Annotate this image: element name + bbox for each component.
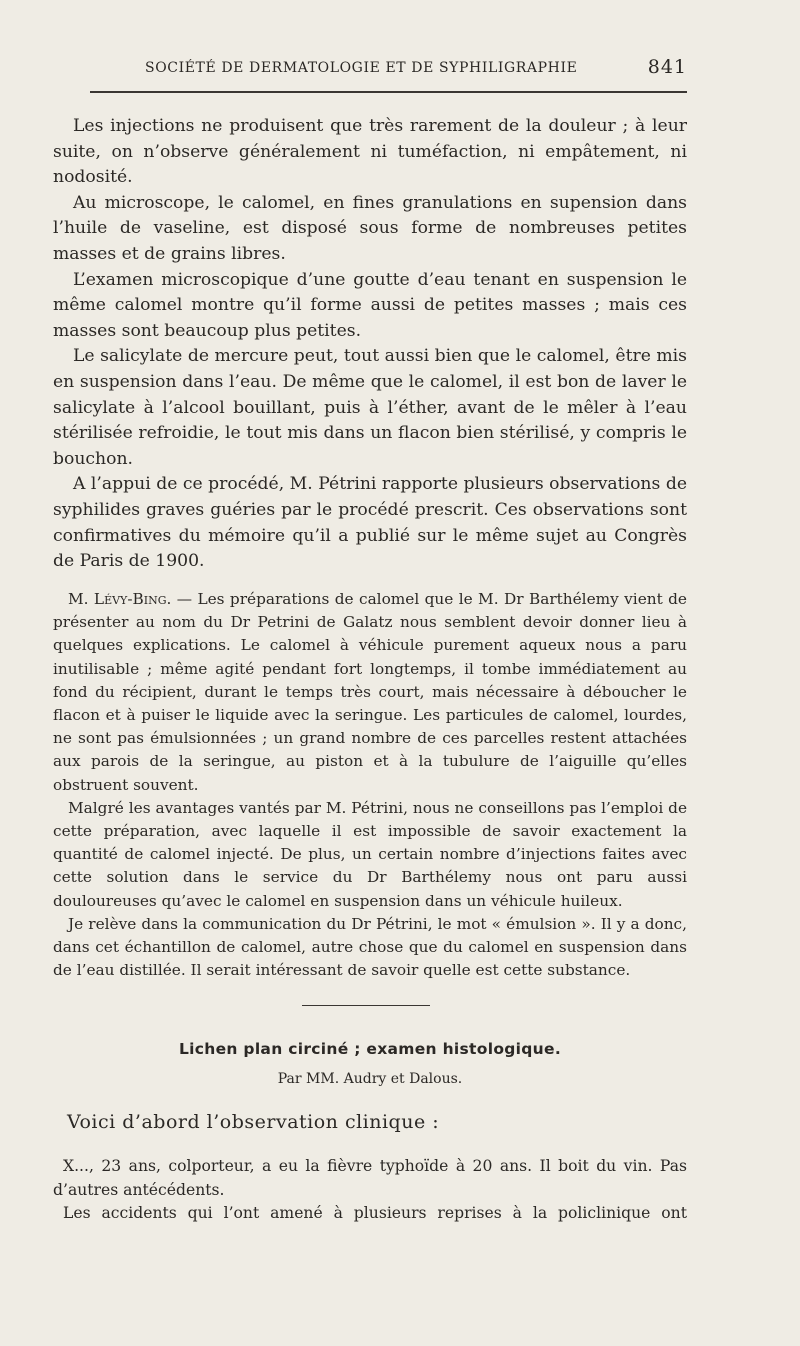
paragraph: Le salicylate de mercure peut, tout aussi bien que le calomel, être mis en suspension dans l’eau. De même que le calomel, il est bon de laver le salicylate à l’alcool bouillant, puis à l’éther, avant de le mêler à l’eau stérilisée refroidie, le tout mis dans un flacon bien stérilisé, y compris le bouchon. xyxy=(53,346,687,469)
running-header xyxy=(53,58,687,80)
communication-text xyxy=(53,114,687,575)
discussion-text xyxy=(53,588,687,982)
header-title: SOCIÉTÉ DE DERMATOLOGIE ET DE SYPHILIGRAPHIE xyxy=(145,60,578,76)
section-authors: Par MM. Audry et Dalous. xyxy=(277,1071,463,1087)
paragraph xyxy=(53,588,687,797)
section-divider xyxy=(302,1005,430,1006)
paragraph: Les accidents qui l’ont amené à plusieurs reprises à la policlinique ont xyxy=(63,1204,687,1222)
paragraph-text: Les préparations de calomel que le M. Dr Barthélemy vient de présenter au nom du Dr Petrini de Galatz nous semblent devoir donner lieu à quelques explications. Le calomel à véhicule purement aqueux nous a paru inutilisable ; même agité pendant fort longtemps, il tombe immédiatement au fond du récipient, durant le temps très court, mais nécessaire à déboucher le flacon et à puiser le liquide avec la seringue. Les particules de calomel, lourdes, ne sont pas émulsionnées ; un grand nombre de ces parcelles restent attachées aux parois de la seringue, au piston et à la tubulure de l’aiguille qu’elles obstruent souvent. xyxy=(53,590,687,794)
paragraph: X..., 23 ans, colporteur, a eu la fièvre typhoïde à 20 ans. Il boit du vin. Pas d’autres antécédents. xyxy=(53,1157,687,1199)
clinical-text xyxy=(53,1155,687,1226)
page-number: 841 xyxy=(647,56,687,78)
section-title: Lichen plan circiné ; examen histologique. xyxy=(178,1040,562,1058)
header-rule xyxy=(90,91,687,93)
paragraph: Je relève dans la communication du Dr Pétrini, le mot « émulsion ». Il y a donc, dans cet échantillon de calomel, autre chose que du calomel en suspension dans de l’eau distillée. Il serait intéressant de savoir quelle est cette substance. xyxy=(53,914,687,980)
paragraph: Malgré les avantages vantés par M. Pétrini, nous ne conseillons pas l’emploi de cette préparation, avec laquelle il est impossible de savoir exactement la quantité de calomel injecté. De plus, un certain nombre d’injections faites avec cette solution dans le service du Dr Barthélemy nous ont paru aussi douloureuses qu’avec le calomel en suspension dans un véhicule huileux. xyxy=(53,798,687,910)
paragraph: A l’appui de ce procédé, M. Pétrini rapporte plusieurs observations de syphilides graves guéries par le procédé prescrit. Ces observations sont confirmatives du mémoire qu’il a publié sur le même sujet au Congrès de Paris de 1900. xyxy=(53,474,687,572)
paragraph: Les injections ne produisent que très rarement de la douleur ; à leur suite, on n’observe généralement ni tuméfaction, ni empâtement, ni nodosité. xyxy=(53,116,687,188)
speaker-name: M. Lévy-Bing. — xyxy=(68,590,193,608)
paragraph: L’examen microscopique d’une goutte d’eau tenant en suspension le même calomel montre qu’il forme aussi de petites masses ; mais ces masses sont beaucoup plus petites. xyxy=(53,269,687,341)
paragraph: Au microscope, le calomel, en fines granulations en supension dans l’huile de vaseline, est disposé sous forme de nombreuses petites masses et de grains libres. xyxy=(53,192,687,264)
section-intro: Voici d’abord l’observation clinique : xyxy=(67,1111,440,1133)
